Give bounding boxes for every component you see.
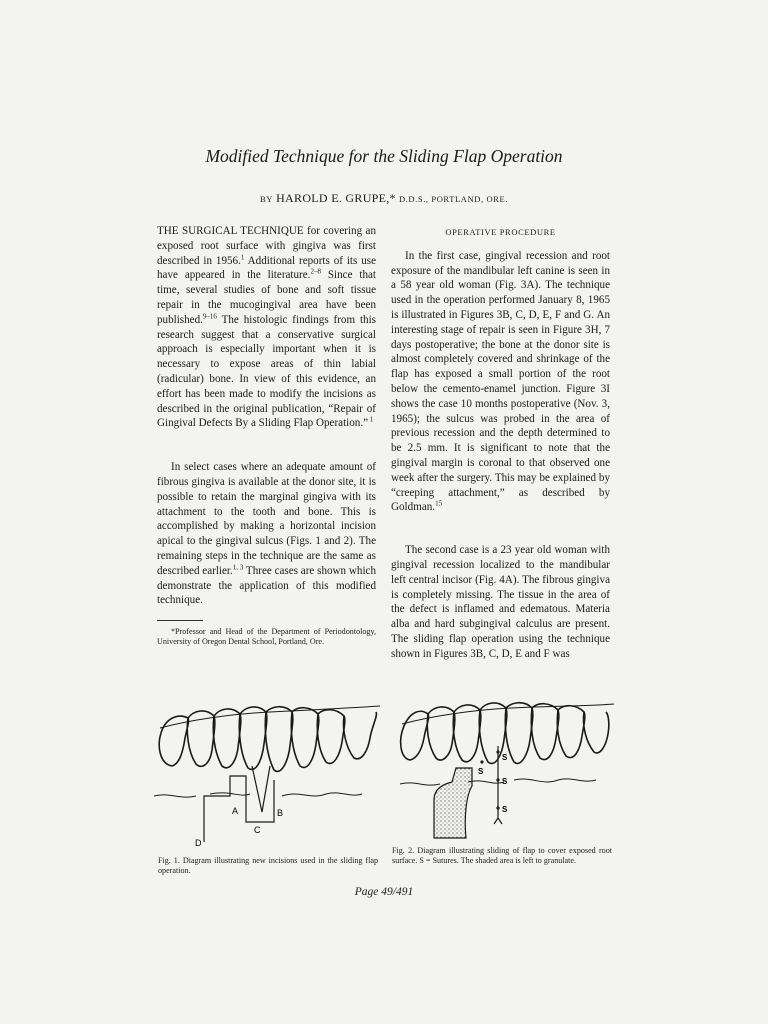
first-case-paragraph xyxy=(391,249,610,515)
ref-2-8: 2–8 xyxy=(310,267,321,276)
fig1-tooth-3 xyxy=(213,709,241,768)
fig1-label-d: D xyxy=(195,838,202,848)
ref-1: 1 xyxy=(240,252,245,261)
fig1-label-c: C xyxy=(254,825,261,835)
fig1-tooth-1 xyxy=(159,716,188,766)
footnote-rule xyxy=(157,620,203,621)
select-cases-paragraph xyxy=(157,460,376,608)
fig1-tooth-5 xyxy=(265,707,293,772)
intro-lead: THE SURGICAL TECHNIQUE xyxy=(157,225,304,237)
fig1-label-a: A xyxy=(232,806,239,816)
fig2-label-s4: S xyxy=(502,805,508,814)
author-credentials: D.D.S., PORTLAND, ORE. xyxy=(398,194,508,204)
byline xyxy=(0,191,768,206)
fig1-root-recession xyxy=(252,766,270,812)
byline-by: BY xyxy=(260,194,274,204)
first-case-text: In the first case, gingival recession and root exposure of the mandibular left canine is seen in a 58 year old woman (Fig. 3A). The technique used in the operation performed January 8, 1965 is illustrated in Figures 3B, C, D, E, F and G. An interesting stage of repair is seen in Figure 3H, 7 days postoperative; the bone at the donor site is almost completely covered and shrinkage of the flap has exposed a small portion of the root below the cemento-enamel junction. Figure 3I shows the case 10 months postoperative (Nov. 3, 1965); the sulcus was probed in the area of previous recession and the depth determined to be 2.5 mm. It is significant to note that the gingival margin is coronal to that observed one week after the surgery. This may be explained by “creeping attachment,” as described by Goldman. xyxy=(391,249,610,514)
figure-1-caption: Fig. 1. Diagram illustrating new incisions used in the sliding flap operation. xyxy=(158,856,378,876)
fig2-tooth-8 xyxy=(583,712,608,753)
intro-text-a: for covering an exposed root surface with gingiva was first described in 1956. xyxy=(157,225,376,267)
intro-text-c: Since that time, several studies of bone and soft tissue repair in the mucogingival area have been published. xyxy=(157,269,376,326)
left-column xyxy=(157,224,376,648)
fig2-tooth-5 xyxy=(505,703,533,764)
author-footnote: *Professor and Head of the Department of Periodontology, University of Oregon Dental School, Portland, Ore. xyxy=(157,627,376,647)
ref-1-end: 1 xyxy=(368,415,374,424)
fig2-label-s1: S xyxy=(502,753,508,762)
fig2-suture-3 xyxy=(496,778,499,781)
right-column xyxy=(391,224,610,662)
intro-text-d: The histologic findings from this research suggest that a conservative surgical approach is especially important when it is necessary to expose areas of thin labial (radicular) bone. In view of this evidence, an effort has been made to modify the incisions as described in the original publication, “Repair of Gingival Defects By a Sliding Flap Operation.” xyxy=(157,313,376,430)
figure-2-caption: Fig. 2. Diagram illustrating sliding of flap to cover exposed root surface. S = Sutures. The shaded area is left to granulate. xyxy=(392,846,612,866)
fig2-granulation-area xyxy=(434,768,472,838)
intro-text-b: Additional reports of its use have appeared in the literature. xyxy=(157,254,376,282)
section-heading: OPERATIVE PROCEDURE xyxy=(445,227,556,237)
fig2-label-s3: S xyxy=(502,777,508,786)
fig1-tooth-7 xyxy=(317,710,345,764)
fig2-tooth-2 xyxy=(427,707,455,760)
ref-15: 15 xyxy=(435,499,443,508)
figure-1-diagram xyxy=(150,700,382,850)
ref-9-16: 9–16 xyxy=(202,312,217,321)
fig2-flap-line xyxy=(494,746,502,824)
page-number: Page 49/491 xyxy=(354,886,414,898)
select-text-b: Three cases are shown which demonstrate the application of this modified technique. xyxy=(157,564,377,607)
fig2-suture-4 xyxy=(496,806,499,809)
ref-1-3: 1, 3 xyxy=(232,563,244,572)
second-case-paragraph: The second case is a 23 year old woman with gingival recession localized to the mandibular left central incisor (Fig. 4A). The fibrous gingiva is completely missing. The tissue in the area of the defect is inflamed and edematous. Materia alba and hard subgingival calculus are present. The sliding flap operation using the technique shown in Figures 3B, C, D, E and F was xyxy=(391,544,610,660)
select-text-a: In select cases where an adequate amount of fibrous gingiva is available at the donor site, it is possible to retain the marginal gingiva with its attachment to the tooth and bone. This is accomplished by making a horizontal incision apical to the gingival sulcus (Figs. 1 and 2). The remaining steps in the technique are the same as described earlier. xyxy=(157,461,376,577)
fig1-tooth-6 xyxy=(291,708,319,768)
fig2-suture-2 xyxy=(480,760,483,763)
fig2-tooth-6 xyxy=(531,704,559,760)
fig2-suture-1 xyxy=(496,750,499,753)
fig2-tooth-7 xyxy=(557,706,585,758)
fig2-label-s2: S xyxy=(478,767,484,776)
fig1-tooth-8 xyxy=(343,712,376,759)
fig1-label-b: B xyxy=(277,808,284,818)
fig1-tooth-4 xyxy=(239,707,267,770)
author-name: HAROLD E. GRUPE,* xyxy=(276,191,396,205)
article-title: Modified Technique for the Sliding Flap Operation xyxy=(205,146,563,166)
intro-paragraph xyxy=(157,224,376,431)
figure-2-diagram xyxy=(392,700,620,840)
